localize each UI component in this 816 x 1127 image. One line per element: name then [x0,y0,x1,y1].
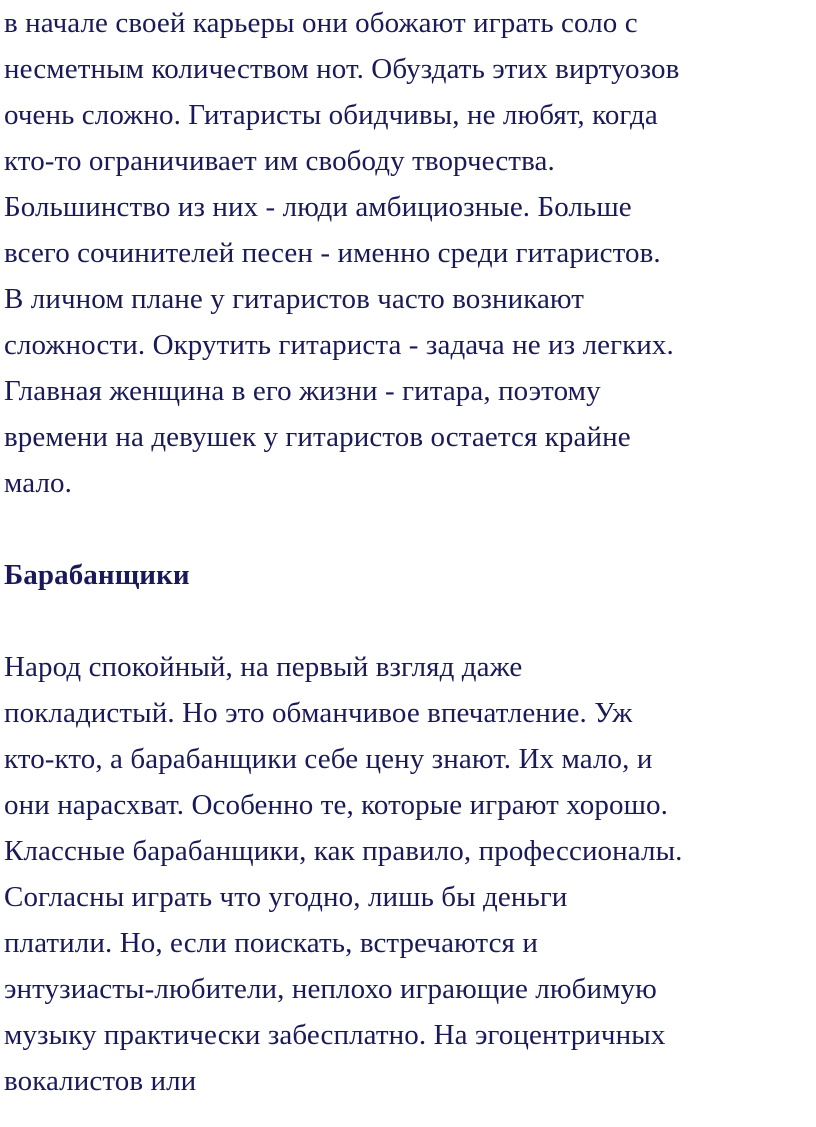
text-line: Главная женщина в его жизни - гитара, поэтому [4,375,601,407]
text-line: кто-кто, а барабанщики себе цену знают. Их мало, и [4,743,653,775]
text-line: вокалистов или [4,1065,197,1097]
text-line: сложности. Окрутить гитариста - задача не из легких. [4,329,674,361]
text-line: Согласны играть что угодно, лишь бы деньги [4,881,568,913]
paragraph-spacer [4,506,816,552]
section-heading: Барабанщики [4,559,190,591]
text-line: платили. Но, если поискать, встречаются и [4,927,538,959]
text-line: кто-то ограничивает им свободу творчества. [4,145,555,177]
text-line: всего сочинителей песен - именно среди гитаристов. [4,237,661,269]
text-line: Народ спокойный, на первый взгляд даже [4,651,523,683]
text-line: очень сложно. Гитаристы обидчивы, не любят, когда [4,99,658,131]
text-line: Большинство из них - люди амбициозные. Больше [4,191,632,223]
document-page [4,0,816,1104]
drummers-paragraph [4,644,816,1104]
text-line: несметным количеством нот. Обуздать этих виртуозов [4,53,680,85]
text-line: в начале своей карьеры они обожают играть соло с [4,7,638,39]
text-line: покладистый. Но это обманчивое впечатление. Уж [4,697,633,729]
text-line: энтузиасты-любители, неплохо играющие любимую [4,973,657,1005]
paragraph-spacer [4,598,816,644]
text-line: они нарасхват. Особенно те, которые играют хорошо. [4,789,668,821]
guitarists-paragraph [4,0,816,506]
text-line: В личном плане у гитаристов часто возникают [4,283,585,315]
text-line: музыку практически забесплатно. На эгоцентричных [4,1019,666,1051]
text-line: мало. [4,467,73,499]
text-line: Классные барабанщики, как правило, профессионалы. [4,835,683,867]
text-line: времени на девушек у гитаристов остается крайне [4,421,631,453]
